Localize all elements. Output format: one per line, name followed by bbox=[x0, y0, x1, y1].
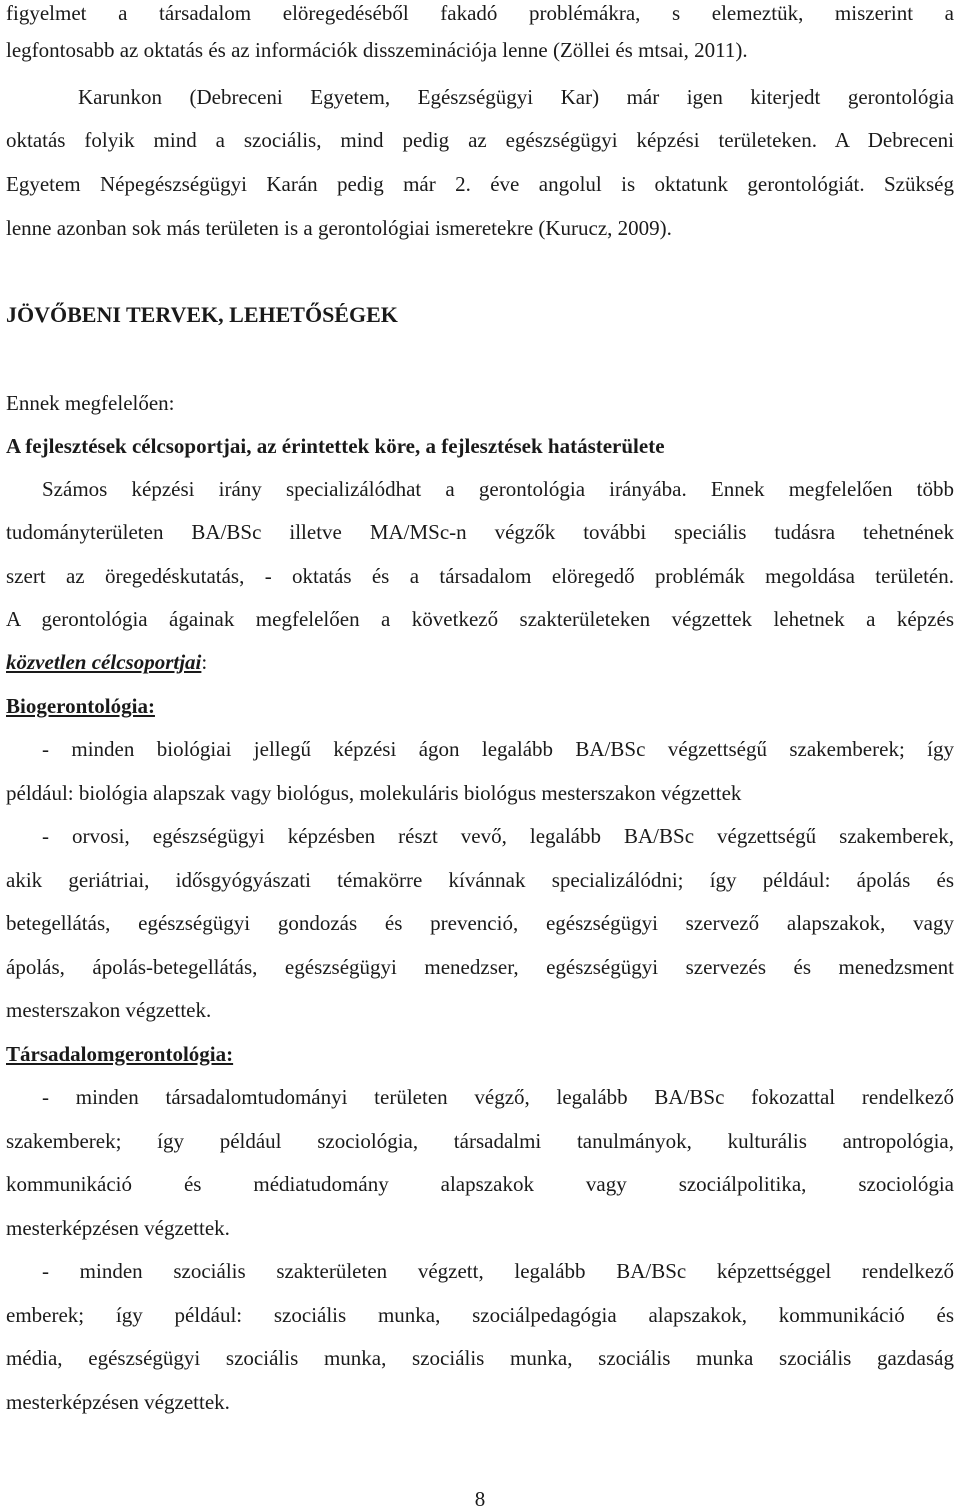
intro-line: Karunkon (Debreceni Egyetem, Egészségügyi Kar) már igen kiterjedt gerontológia bbox=[78, 85, 954, 109]
list-item-line: mesterképzésen végzettek. bbox=[6, 1216, 230, 1240]
paragraph-line: Számos képzési irány specializálódhat a gerontológia irányába. Ennek megfelelően több bbox=[42, 477, 954, 501]
intro-line: figyelmet a társadalom elöregedéséből fakadó problémákra, s elemeztük, miszerint a bbox=[6, 1, 954, 25]
subheading: A fejlesztések célcsoportjai, az érintettek köre, a fejlesztések hatásterülete bbox=[6, 434, 665, 458]
list-item-line: például: biológia alapszak vagy biológus, molekuláris biológus mesterszakon végzettek bbox=[6, 781, 742, 805]
target-group-line bbox=[6, 649, 954, 675]
target-group-label: közvetlen célcsoportjai bbox=[6, 650, 202, 674]
biogerontology-title: Biogerontológia: bbox=[6, 694, 155, 718]
paragraph-line: szert az öregedéskutatás, - oktatás és a társadalom elöregedő problémák megoldása területén. bbox=[6, 564, 954, 588]
paragraph-line: tudományterületen BA/BSc illetve MA/MSc-n végzők további speciális tudásra tehetnének bbox=[6, 520, 954, 544]
section-heading: JÖVŐBENI TERVEK, LEHETŐSÉGEK bbox=[6, 302, 398, 327]
list-item-line: - minden társadalomtudományi területen végző, legalább BA/BSc fokozattal rendelkező bbox=[42, 1085, 954, 1109]
intro-line: oktatás folyik mind a szociális, mind pedig az egészségügyi képzési területeken. A Debreceni bbox=[6, 128, 954, 152]
list-item-line: mesterszakon végzettek. bbox=[6, 998, 212, 1022]
list-item-line: emberek; így például: szociális munka, szociálpedagógia alapszakok, kommunikáció és bbox=[6, 1303, 954, 1327]
list-item-line: betegellátás, egészségügyi gondozás és prevenció, egészségügyi szervező alapszakok, vagy bbox=[6, 911, 954, 935]
list-item-line: kommunikáció és médiatudomány alapszakok vagy szociálpolitika, szociológia bbox=[6, 1172, 954, 1196]
list-item-line: ápolás, ápolás-betegellátás, egészségügyi menedzser, egészségügyi szervezés és menedzsment bbox=[6, 955, 954, 979]
list-item-line: - orvosi, egészségügyi képzésben részt vevő, legalább BA/BSc végzettségű szakemberek, bbox=[42, 824, 954, 848]
page-number: 8 bbox=[474, 1487, 486, 1511]
lead-text: Ennek megfelelően: bbox=[6, 391, 175, 415]
list-item-line: mesterképzésen végzettek. bbox=[6, 1390, 230, 1414]
intro-line: legfontosabb az oktatás és az információk disszeminációja lenne (Zöllei és mtsai, 2011). bbox=[6, 38, 748, 62]
list-item-line: - minden biológiai jellegű képzési ágon legalább BA/BSc végzettségű szakemberek; így bbox=[42, 737, 954, 761]
paragraph-line: A gerontológia ágainak megfelelően a következő szakterületeken végzettek lehetnek a képzés bbox=[6, 607, 954, 631]
intro-line: lenne azonban sok más területen is a gerontológiai ismeretekre (Kurucz, 2009). bbox=[6, 216, 672, 240]
target-group-suffix: : bbox=[201, 650, 208, 674]
list-item-line: akik geriátriai, idősgyógyászati témakörre kívánnak specializálódni; így például: ápolás és bbox=[6, 868, 954, 892]
social-gerontology-title: Társadalomgerontológia: bbox=[6, 1042, 234, 1066]
list-item-line: - minden szociális szakterületen végzett, legalább BA/BSc képzettséggel rendelkező bbox=[42, 1259, 954, 1283]
intro-line: Egyetem Népegészségügyi Karán pedig már 2. éve angolul is oktatunk gerontológiát. Szükség bbox=[6, 172, 954, 196]
list-item-line: szakemberek; így például szociológia, társadalmi tanulmányok, kulturális antropológia, bbox=[6, 1129, 954, 1153]
list-item-line: média, egészségügyi szociális munka, szociális munka, szociális munka szociális gazdaság bbox=[6, 1346, 954, 1370]
